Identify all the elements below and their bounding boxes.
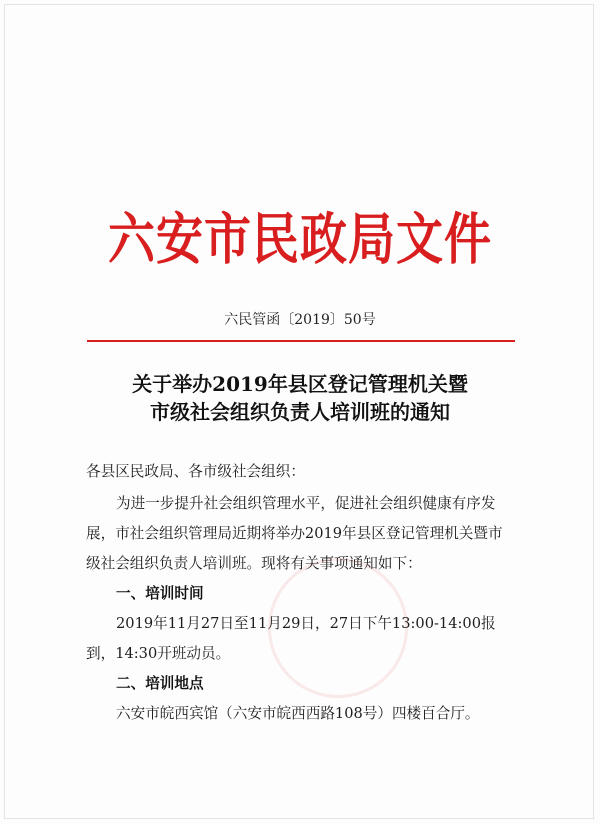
document-title-line-1: 关于举办2019年县区登记管理机关暨 [132,372,468,396]
document-number: 六民管函〔2019〕50号 [224,312,376,328]
intro-paragraph-line-1: 为进一步提升社会组织管理水平，促进社会组织健康有序发 [116,495,496,512]
section-1-heading: 一、培训时间 [116,585,204,602]
red-divider-line [87,340,515,342]
section-2-line-1: 六安市皖西宾馆（六安市皖西西路108号）四楼百合厅。 [116,705,480,722]
document-title-line-2: 市级社会组织负责人培训班的通知 [150,400,450,424]
salutation: 各县区民政局、各市级社会组织： [86,463,305,480]
intro-paragraph-line-2: 展，市社会组织管理局近期将举办2019年县区登记管理机关暨市 [86,525,503,542]
intro-paragraph-line-3: 级社会组织负责人培训班。现将有关事项通知如下： [86,555,422,572]
section-1-line-1: 2019年11月27日至11月29日，27日下午13:00-14:00报 [116,615,496,632]
document-masthead: 六安市民政局文件 [108,207,492,273]
section-1-line-2: 到，14:30开班动员。 [86,645,231,662]
section-2-heading: 二、培训地点 [116,675,204,692]
